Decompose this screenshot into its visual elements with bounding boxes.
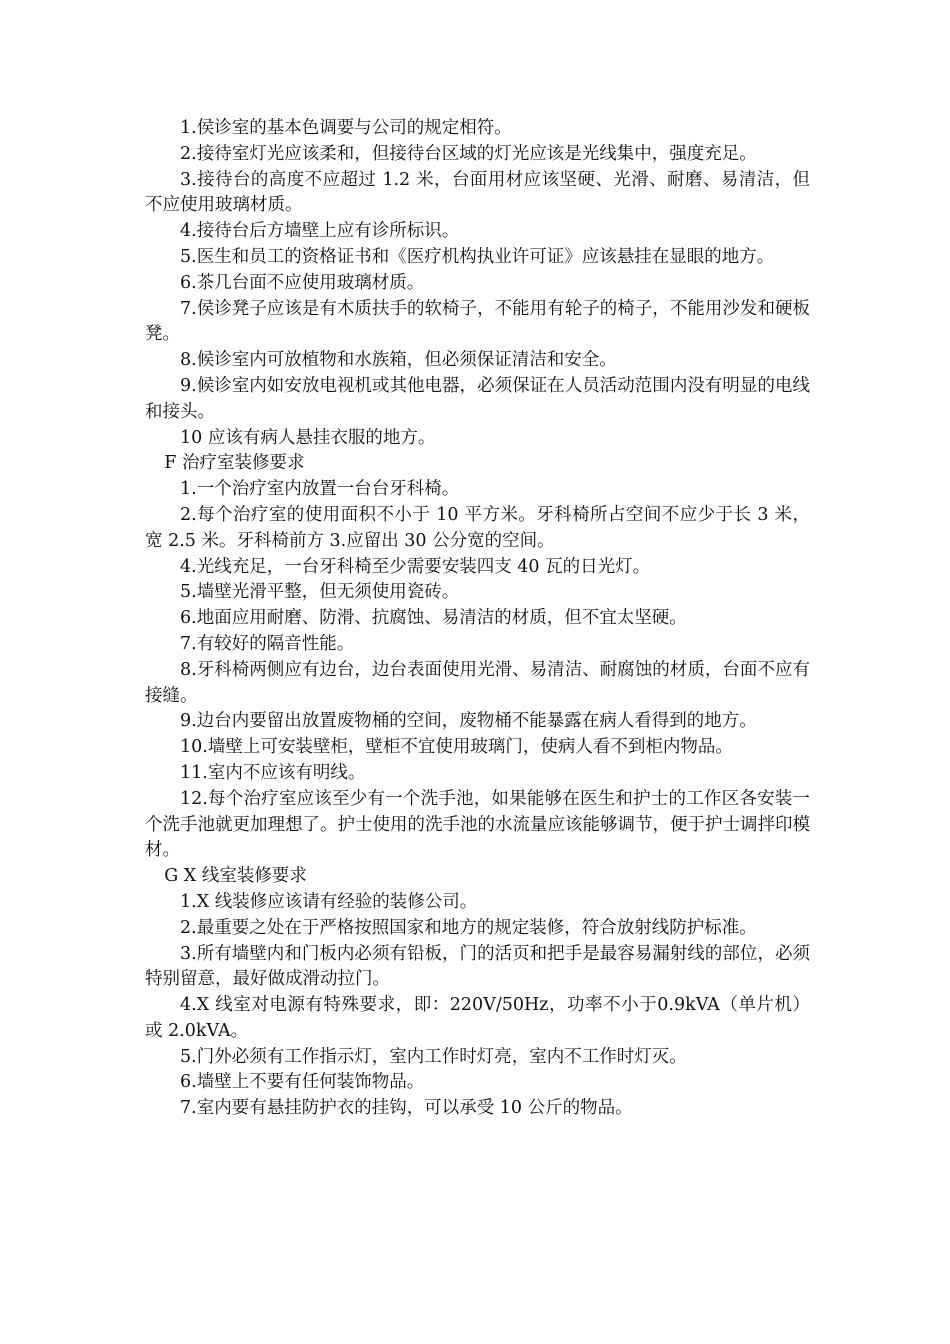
waiting-room-item-6: 6.茶几台面不应使用玻璃材质。	[180, 272, 425, 293]
treatment-room-item-5: 6.地面应用耐磨、防滑、抗腐蚀、易清洁的材质，但不宜太坚硬。	[180, 608, 687, 629]
xray-room-item-2: 2.最重要之处在于严格按照国家和地方的规定装修，符合放射线防护标准。	[180, 917, 757, 938]
xray-room-item-3: 3.所有墙壁内和门板内必须有铅板，门的活页和把手是最容易漏射线的部位，必须特别留意，最好做成滑动拉门。	[145, 943, 810, 990]
treatment-room-item-6: 7.有较好的隔音性能。	[180, 633, 355, 654]
waiting-room-item-3: 3.接待台的高度不应超过 1.2 米，台面用材应该坚硬、光滑、耐磨、易清洁，但不应使用玻璃材质。	[145, 169, 810, 216]
treatment-room-item-11: 12.每个治疗室应该至少有一个洗手池，如果能够在医生和护士的工作区各安装一个洗手池就更加理想了。护士使用的洗手池的水流量应该能够调节，便于护士调拌印模材。	[145, 788, 810, 861]
treatment-room-item-2: 2.每个治疗室的使用面积不小于 10 平方米。牙科椅所占空间不应少于长 3 米，宽 2.5 米。牙科椅前方 3.应留出 30 公分宽的空间。	[145, 504, 810, 551]
document-page	[145, 116, 810, 1122]
waiting-room-item-2: 2.接待室灯光应该柔和，但接待台区域的灯光应该是光线集中，强度充足。	[180, 143, 757, 164]
waiting-room-item-8: 8.候诊室内可放植物和水族箱，但必须保证清洁和安全。	[180, 350, 617, 371]
treatment-room-item-7: 8.牙科椅两侧应有边台，边台表面使用光滑、易清洁、耐腐蚀的材质，台面不应有接缝。	[145, 659, 810, 706]
xray-room-heading: G X 线室装修要求	[164, 866, 307, 887]
xray-room-item-6: 6.墙壁上不要有任何装饰物品。	[180, 1072, 425, 1093]
waiting-room-item-10: 10 应该有病人悬挂衣服的地方。	[180, 427, 436, 448]
waiting-room-item-5: 5.医生和员工的资格证书和《医疗机构执业许可证》应该悬挂在显眼的地方。	[180, 246, 775, 267]
waiting-room-item-4: 4.接待台后方墙壁上应有诊所标识。	[180, 221, 460, 242]
xray-room-item-7: 7.室内要有悬挂防护衣的挂钩，可以承受 10 公斤的物品。	[180, 1098, 633, 1119]
treatment-room-heading: F 治疗室装修要求	[164, 453, 305, 474]
waiting-room-item-7: 7.侯诊凳子应该是有木质扶手的软椅子，不能用有轮子的椅子，不能用沙发和硬板凳。	[145, 298, 810, 345]
waiting-room-item-1: 1.侯诊室的基本色调要与公司的规定相符。	[180, 118, 512, 138]
treatment-room-item-3: 4.光线充足，一台牙科椅至少需要安装四支 40 瓦的日光灯。	[180, 556, 651, 577]
xray-room-item-5: 5.门外必须有工作指示灯，室内工作时灯亮，室内不工作时灯灭。	[180, 1046, 687, 1067]
xray-room-item-1: 1.X 线装修应该请有经验的装修公司。	[180, 891, 478, 912]
treatment-room-item-8: 9.边台内要留出放置废物桶的空间，废物桶不能暴露在病人看得到的地方。	[180, 711, 757, 732]
treatment-room-item-4: 5.墙壁光滑平整，但无须使用瓷砖。	[180, 582, 460, 603]
treatment-room-item-9: 10.墙壁上可安装壁柜，壁柜不宜使用玻璃门，使病人看不到柜内物品。	[180, 737, 733, 758]
treatment-room-item-10: 11.室内不应该有明线。	[180, 762, 366, 783]
xray-room-item-4: 4.X 线室对电源有特殊要求，即：220V/50Hz，功率不小于0.9kVA（单片机）或 2.0kVA。	[145, 995, 810, 1041]
treatment-room-item-1: 1.一个治疗室内放置一台台牙科椅。	[180, 479, 460, 500]
waiting-room-item-9: 9.候诊室内如安放电视机或其他电器，必须保证在人员活动范围内没有明显的电线和接头。	[145, 375, 810, 422]
